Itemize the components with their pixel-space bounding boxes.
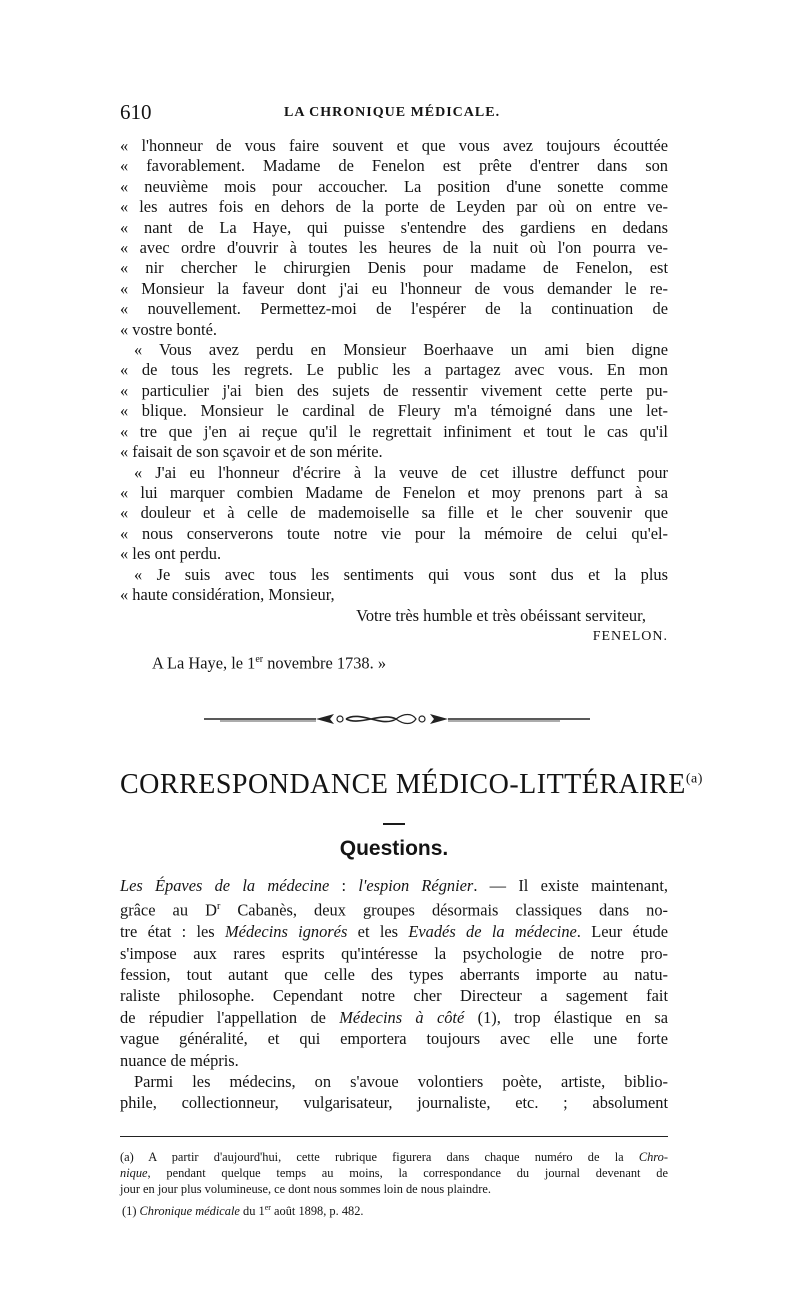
text-fragment: et les (347, 922, 409, 942)
text-line (120, 896, 668, 921)
text-line: « nouvellement. Permettez-moi de l'espérer de la continuation de (120, 299, 668, 319)
footnote-rule (120, 1136, 668, 1137)
dateline-sup: er (255, 654, 264, 666)
text-line: « neuvième mois pour accoucher. La position d'une sonette comme (120, 176, 668, 196)
text-line: « J'ai eu l'honneur d'écrire à la veuve de cet illustre deffunct pour (134, 462, 668, 482)
text-fragment: août 1898, p. 482. (270, 1203, 364, 1218)
text-line: « tre que j'en ai reçue qu'il le regrettait infiniment et tout le cas qu'il (120, 421, 668, 441)
running-title: LA CHRONIQUE MÉDICALE. (284, 105, 501, 120)
text-sup: r (216, 901, 221, 913)
text-line: raliste philosophe. Cependant notre cher Directeur a sagement fait (120, 986, 668, 1006)
text-line: « les autres fois en dehors de la porte de Leyden par où on entre ve- (120, 197, 668, 217)
text-line (120, 1007, 668, 1028)
text-line: « Monsieur la faveur dont j'ai eu l'honneur de vous demander le re- (120, 278, 668, 298)
italic-fragment: Médecins ignorés (225, 922, 348, 942)
text-fragment: (a) A partir d'aujourd'hui, cette rubrique figurera dans chaque numéro de la (120, 1149, 639, 1164)
text-fragment: de répudier l'appellation de (120, 1007, 340, 1027)
letter-dateline (120, 650, 668, 673)
text-line: « particulier j'ai bien des sujets de ressentir vivement cette perte pu- (120, 380, 668, 400)
text-fragment: (1) (122, 1203, 140, 1218)
italic-fragment: Chronique médicale (139, 1203, 240, 1218)
document-page (120, 100, 703, 1219)
dateline-suffix: novembre 1738. » (263, 653, 387, 673)
text-fragment: . Leur étude (576, 922, 668, 942)
text-line: vague généralité, et qui emportera toujours avec elle une forte (120, 1029, 668, 1049)
text-sup: er (264, 1202, 271, 1212)
text-line: « de tous les regrets. Le public les a partagez avec vous. En mon (120, 360, 668, 380)
letter-paragraph-3 (120, 463, 668, 565)
separator: : (329, 875, 359, 895)
italic-fragment: nique (120, 1165, 148, 1180)
text-line (120, 921, 668, 942)
letter-paragraph-2 (120, 340, 668, 462)
body-paragraph-2 (120, 1071, 668, 1114)
text-line: « Vous avez perdu en Monsieur Boerhaave un ami bien digne (134, 340, 668, 360)
body-paragraph-1 (120, 875, 668, 1071)
text-line: Parmi les médecins, on s'avoue volontiers poète, artiste, biblio- (134, 1071, 668, 1091)
ornament-divider-icon (120, 712, 668, 726)
section-subtitle: Questions. (339, 836, 449, 860)
section-title-note: (a) (685, 771, 703, 787)
text-line: « vostre bonté. (120, 319, 217, 339)
text-line: fession, tout autant que celle des types aberrants importe au natu- (120, 964, 668, 984)
text-line: « nous conserverons toute notre vie pour la mémoire de celui qu'el- (120, 523, 668, 543)
footnote-1 (120, 1200, 668, 1219)
text-line: phile, collectionneur, vulgarisateur, journaliste, etc. ; absolument (120, 1093, 668, 1113)
heading-dash (383, 823, 405, 825)
text-line: « haute considération, Monsieur, (120, 584, 335, 604)
page-number: 610 (120, 100, 152, 124)
letter-signoff: Votre très humble et très obéissant serviteur, (356, 606, 646, 626)
letter-signature: FENELON. (592, 629, 668, 645)
letter-paragraph-1 (120, 136, 668, 340)
text-line: « blique. Monsieur le cardinal de Fleury m'a témoigné dans une let- (120, 401, 668, 421)
footnotes (120, 1149, 668, 1219)
footnote-a-line (120, 1165, 668, 1181)
footnote-a-line: jour en jour plus volumineuse, ce dont nous sommes loin de nous plaindre. (120, 1181, 491, 1196)
text-line: « nir chercher le chirurgien Denis pour madame de Fenelon, est (120, 258, 668, 278)
text-fragment: du 1 (239, 1203, 265, 1218)
text-line: « lui marquer combien Madame de Fenelon et moy prenons part à sa (120, 482, 668, 502)
text-line: « nant de La Haye, qui puisse s'entendre des gardiens en dedans (120, 217, 668, 237)
text-line: « faisait de son sçavoir et de son mérite. (120, 442, 383, 462)
text-line: s'impose aux rares esprits qu'intéresse la psychologie de notre pro- (120, 943, 668, 963)
text-line: « l'honneur de vous faire souvent et que vous avez toujours écouttée (120, 136, 668, 155)
text-line: « les ont perdu. (120, 544, 222, 564)
lead-rest: . — Il existe maintenant, (473, 875, 668, 895)
text-fragment: (1), trop élastique en sa (464, 1007, 668, 1027)
text-fragment: grâce au D (120, 900, 217, 920)
text-line (120, 875, 668, 896)
italic-fragment: Evadés de la médecine (408, 922, 577, 942)
text-line: « Je suis avec tous les sentiments qui vous sont dus et la plus (134, 564, 668, 584)
running-head (120, 100, 668, 136)
text-line: « favorablement. Madame de Fenelon est prête d'entrer dans son (120, 156, 668, 176)
letter-paragraph-4 (120, 565, 668, 606)
footnote-a-line (120, 1149, 668, 1165)
dateline-prefix: A La Haye, le 1 (152, 653, 256, 673)
italic-fragment: Médecins à côté (339, 1007, 465, 1027)
text-fragment: Cabanès, deux groupes désormais classiques dans no- (220, 900, 668, 920)
text-line: nuance de mépris. (120, 1050, 239, 1070)
italic-title: Les Épaves de la médecine (120, 875, 330, 895)
italic-subject: l'espion Régnier (358, 875, 474, 895)
text-line: « avec ordre d'ouvrir à toutes les heures de la nuit où l'on pourra ve- (120, 238, 668, 258)
italic-fragment: Chro- (638, 1149, 668, 1164)
section-title (120, 768, 703, 801)
section-title-text: CORRESPONDANCE MÉDICO-LITTÉRAIRE (120, 768, 686, 800)
text-fragment: tre état : les (120, 922, 226, 942)
text-line: « douleur et à celle de mademoiselle sa fille et le cher souvenir que (120, 503, 668, 523)
text-fragment: , pendant quelque temps au moins, la correspondance du journal devenant de (147, 1165, 668, 1180)
